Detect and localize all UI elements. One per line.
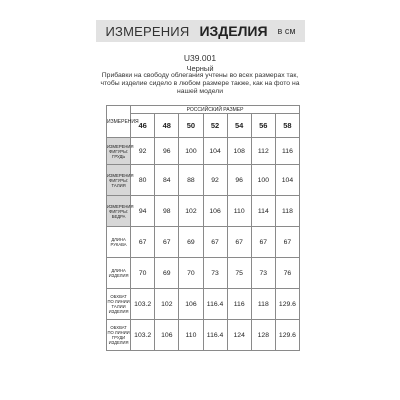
value-cell: 67 [251,227,275,258]
value-cell: 67 [275,227,299,258]
row-label: ОБХВАТ ПО ЛИНИИ ТАЛИИ ИЗДЕЛИЯ [107,289,131,320]
row-label: ИЗМЕРЕНИЯ ФИГУРЫ: ГРУДЬ [107,138,131,165]
value-cell: 73 [251,258,275,289]
value-cell: 100 [179,138,203,165]
table-row [107,258,300,289]
size-group-label: РОССИЙСКИЙ РАЗМЕР [131,106,300,114]
value-cell: 88 [179,165,203,196]
value-cell: 112 [251,138,275,165]
value-cell: 98 [155,196,179,227]
value-cell: 67 [155,227,179,258]
value-cell: 102 [155,289,179,320]
value-cell: 80 [131,165,155,196]
size-header-cell: 52 [203,114,227,138]
value-cell: 84 [155,165,179,196]
value-cell: 108 [227,138,251,165]
value-cell: 92 [203,165,227,196]
table-row [107,320,300,351]
table-row [107,138,300,165]
table-row [107,227,300,258]
row-label: ДЛИНА ИЗДЕЛИЯ [107,258,131,289]
size-header-cell: 54 [227,114,251,138]
value-cell: 67 [203,227,227,258]
value-cell: 103.2 [131,320,155,351]
table-row [107,196,300,227]
size-group-row [107,106,300,114]
value-cell: 94 [131,196,155,227]
value-cell: 116.4 [203,289,227,320]
size-header-cell: 58 [275,114,299,138]
value-cell: 106 [203,196,227,227]
title-item: ИЗДЕЛИЯ [199,23,268,39]
value-cell: 129.6 [275,289,299,320]
size-header-cell: 48 [155,114,179,138]
value-cell: 106 [155,320,179,351]
value-cell: 69 [155,258,179,289]
row-label: ДЛИНА РУКАВА [107,227,131,258]
value-cell: 102 [179,196,203,227]
value-cell: 100 [251,165,275,196]
value-cell: 67 [131,227,155,258]
value-cell: 116 [275,138,299,165]
size-table [106,105,300,351]
value-cell: 104 [203,138,227,165]
size-header-row [107,114,300,138]
color-label: Черный [186,64,214,73]
value-cell: 104 [275,165,299,196]
size-header-cell: 56 [251,114,275,138]
value-cell: 116.4 [203,320,227,351]
value-cell: 118 [251,289,275,320]
row-label: ИЗМЕРЕНИЯ ФИГУРЫ: ТАЛИЯ [107,165,131,196]
table-row [107,289,300,320]
value-cell: 70 [179,258,203,289]
value-cell: 114 [251,196,275,227]
table-row [107,165,300,196]
value-cell: 69 [179,227,203,258]
value-cell: 128 [251,320,275,351]
value-cell: 118 [275,196,299,227]
value-cell: 116 [227,289,251,320]
value-cell: 129.6 [275,320,299,351]
article-number: U39.001 [183,53,217,63]
value-cell: 96 [227,165,251,196]
value-cell: 110 [179,320,203,351]
fit-note: Прибавки на свободу облегания учтены во всех размерах так, чтобы изделие сидело в любом размере также, как на фото на нашей модели [100,72,300,96]
corner-label: ИЗМЕРЕНИЯ [107,106,131,138]
value-cell: 76 [275,258,299,289]
value-cell: 106 [179,289,203,320]
value-cell: 92 [131,138,155,165]
value-cell: 67 [227,227,251,258]
title-measurements: ИЗМЕРЕНИЯ [105,23,190,39]
value-cell: 70 [131,258,155,289]
value-cell: 110 [227,196,251,227]
size-header-cell: 50 [179,114,203,138]
title-unit: в см [277,26,296,36]
row-label: ИЗМЕРЕНИЯ ФИГУРЫ: БЕДРА [107,196,131,227]
size-header-cell: 46 [131,114,155,138]
row-label: ОБХВАТ ПО ЛИНИИ ГРУДИ ИЗДЕЛИЯ [107,320,131,351]
value-cell: 103.2 [131,289,155,320]
value-cell: 124 [227,320,251,351]
title-banner [96,20,305,42]
value-cell: 73 [203,258,227,289]
value-cell: 96 [155,138,179,165]
value-cell: 75 [227,258,251,289]
